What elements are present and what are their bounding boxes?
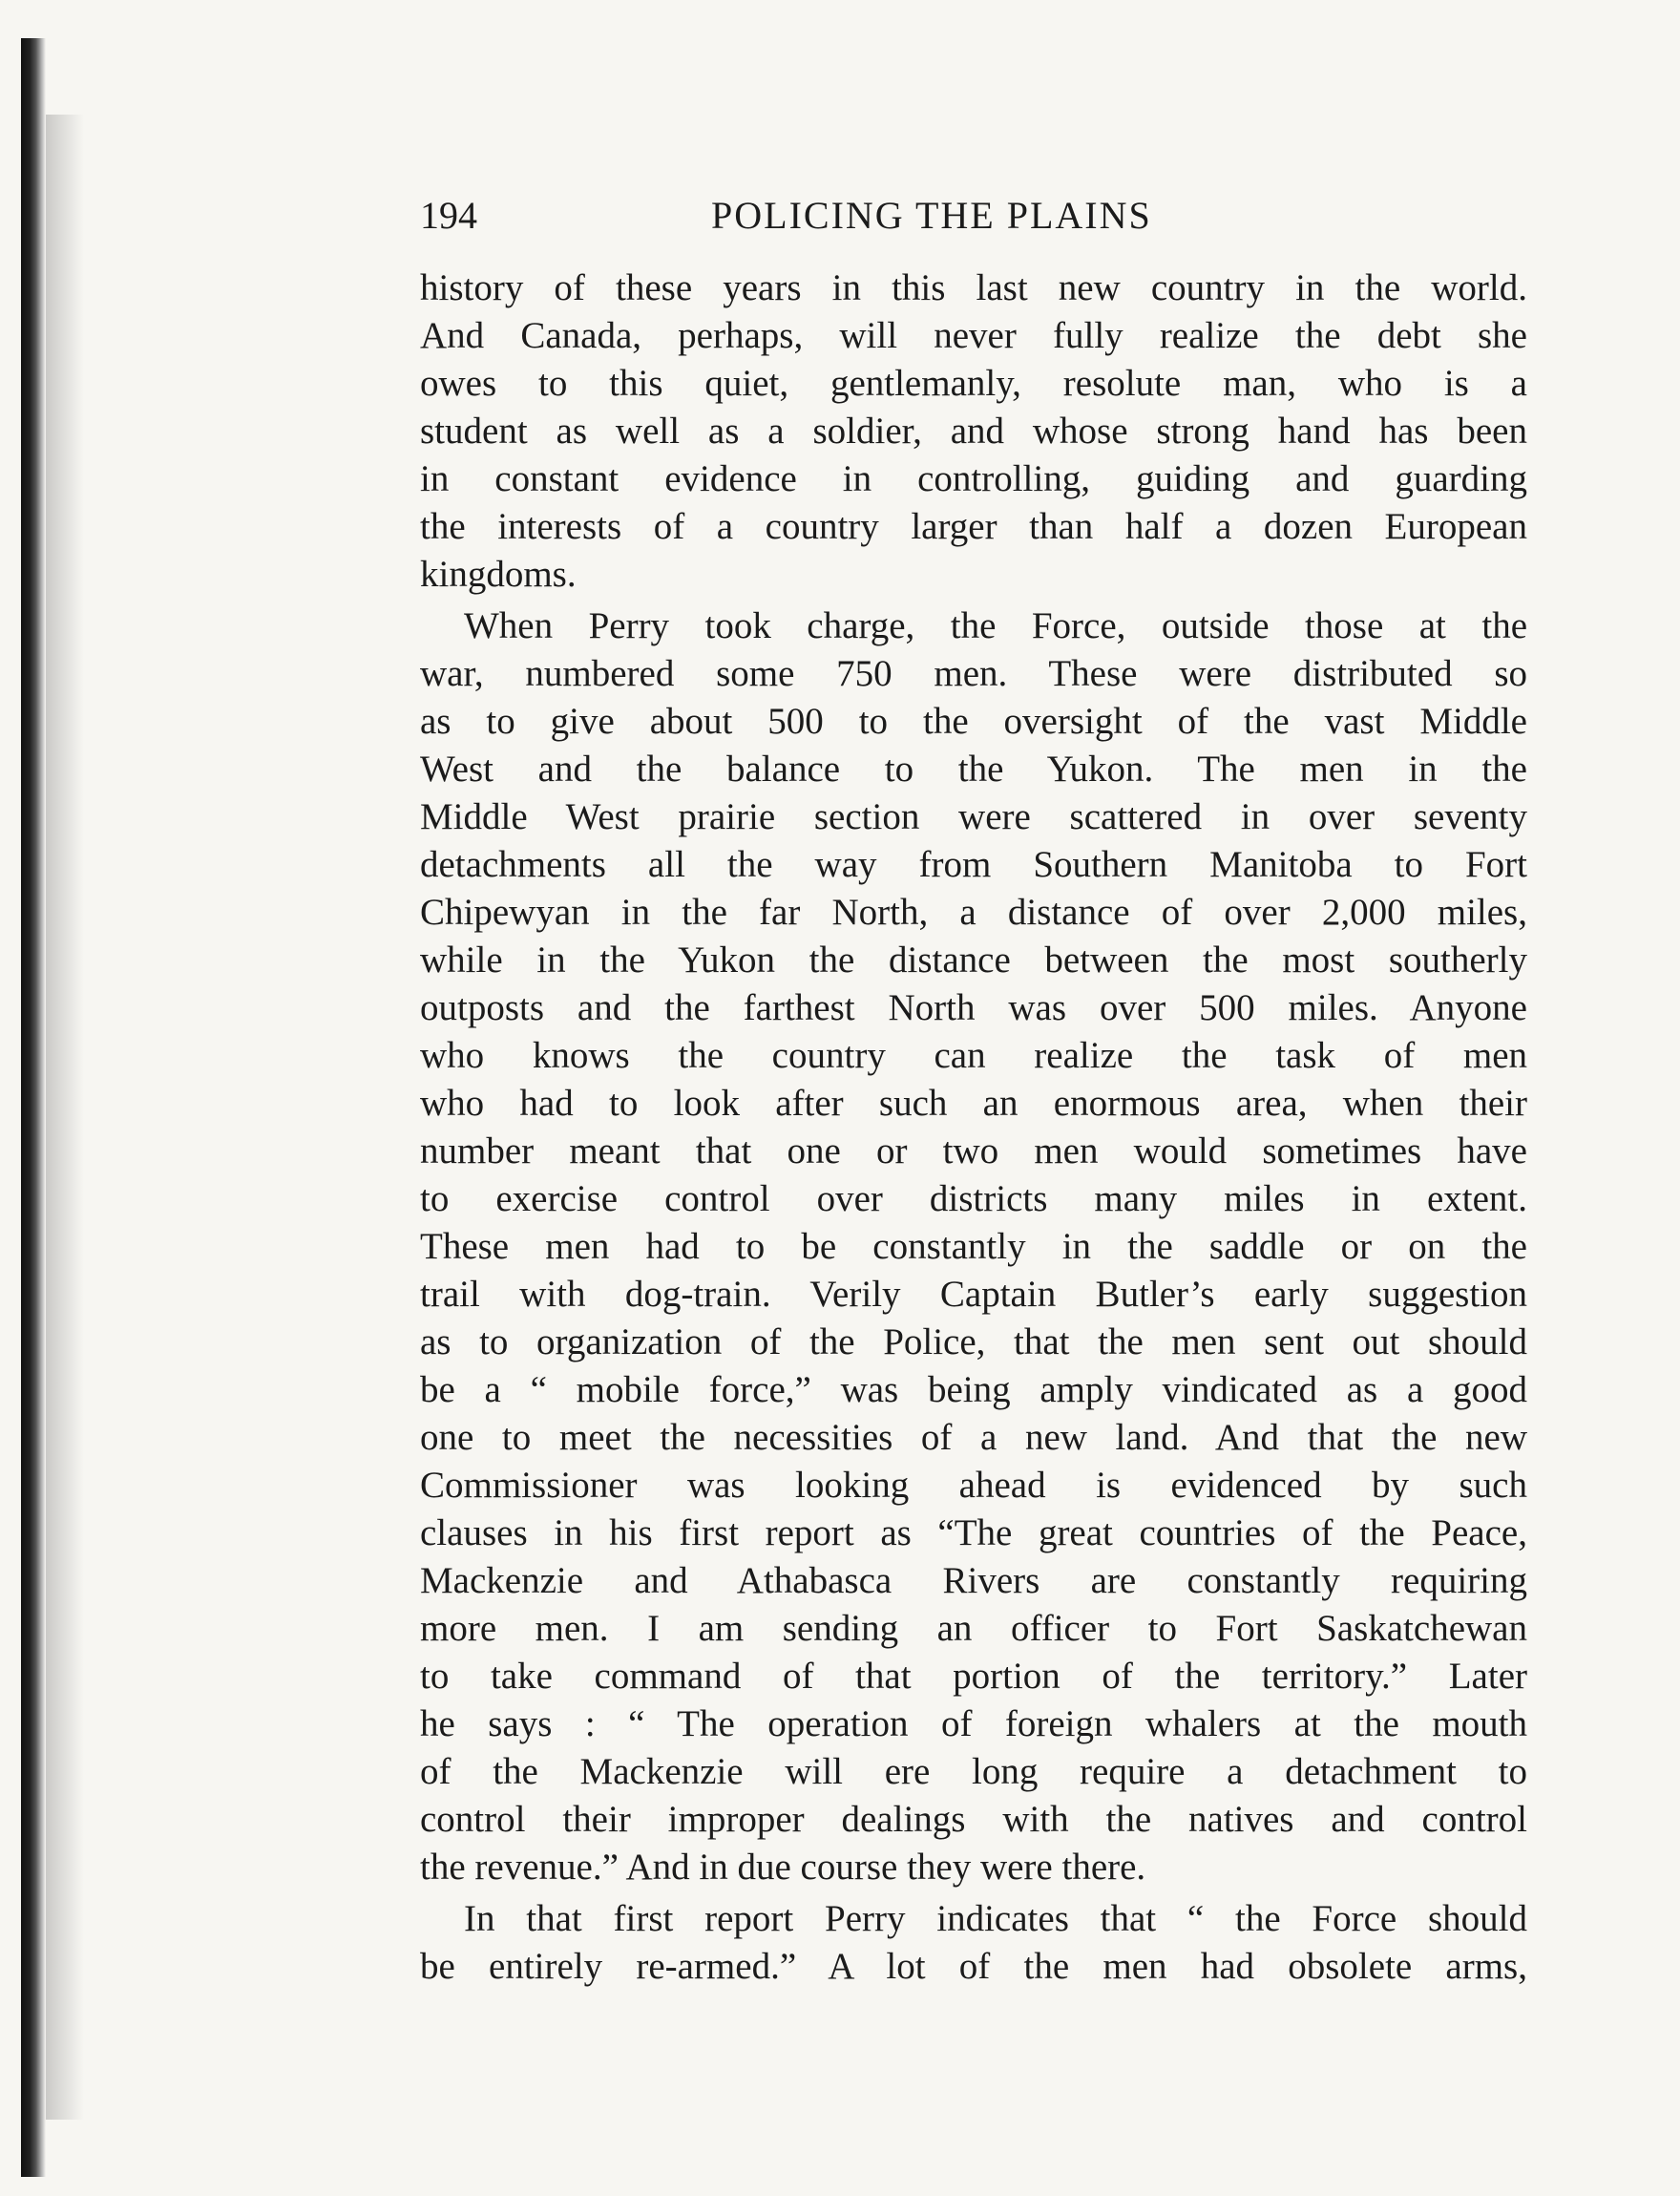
paragraph-2 — [420, 602, 1527, 1891]
text-line: clauses in his first report as “The great countries of the Peace, — [420, 1512, 1527, 1553]
text-line: Chipewyan in the far North, a distance of over 2,000 miles, — [420, 892, 1527, 933]
text-line: in constant evidence in controlling, guiding and guarding — [420, 458, 1527, 499]
text-line: to take command of that portion of the territory.” Later — [420, 1656, 1527, 1697]
text-line: And Canada, perhaps, will never fully realize the debt she — [420, 315, 1527, 356]
book-binding-edge — [21, 38, 46, 2177]
text-line: number meant that one or two men would sometimes have — [420, 1130, 1527, 1172]
running-title: POLICING THE PLAINS — [711, 194, 1152, 237]
text-line: one to meet the necessities of a new land. And that the new — [420, 1417, 1527, 1458]
text-line: Commissioner was looking ahead is evidenced by such — [420, 1465, 1527, 1506]
text-body — [420, 264, 1527, 1991]
text-line: When Perry took charge, the Force, outside those at the — [464, 605, 1527, 646]
text-line: who knows the country can realize the task of men — [420, 1035, 1527, 1076]
page-header — [420, 187, 1241, 244]
text-line: student as well as a soldier, and whose strong hand has been — [420, 411, 1527, 452]
text-line: In that first report Perry indicates that “ the Force should — [464, 1898, 1527, 1939]
page-number: 194 — [420, 194, 477, 237]
text-line: the interests of a country larger than half a dozen European — [420, 506, 1527, 547]
text-line: as to give about 500 to the oversight of the vast Middle — [420, 701, 1527, 742]
text-line: control their improper dealings with the natives and control — [420, 1799, 1527, 1840]
text-line: be entirely re-armed.” A lot of the men had obsolete arms, — [420, 1946, 1527, 1987]
text-line: who had to look after such an enormous area, when their — [420, 1083, 1527, 1124]
paragraph-3 — [420, 1895, 1527, 1991]
text-line: Mackenzie and Athabasca Rivers are constantly requiring — [420, 1560, 1527, 1601]
text-line: be a “ mobile force,” was being amply vindicated as a good — [420, 1369, 1527, 1410]
text-line: of the Mackenzie will ere long require a detachment to — [420, 1751, 1527, 1792]
text-line: war, numbered some 750 men. These were distributed so — [420, 653, 1527, 694]
text-line: history of these years in this last new country in the world. — [420, 267, 1527, 308]
text-line: outposts and the farthest North was over 500 miles. Anyone — [420, 987, 1527, 1028]
text-line: he says : “ The operation of foreign whalers at the mouth — [420, 1703, 1527, 1744]
text-line: more men. I am sending an officer to Fort Saskatchewan — [420, 1608, 1527, 1649]
page-gutter-shadow — [46, 115, 84, 2120]
text-line: These men had to be constantly in the saddle or on the — [420, 1226, 1527, 1267]
text-line: kingdoms. — [420, 554, 577, 595]
text-line: trail with dog-train. Verily Captain Butler’s early suggestion — [420, 1274, 1527, 1315]
text-line: detachments all the way from Southern Manitoba to Fort — [420, 844, 1527, 885]
text-line: as to organization of the Police, that the men sent out should — [420, 1321, 1527, 1362]
text-line: while in the Yukon the distance between the most southerly — [420, 940, 1527, 981]
paragraph-1 — [420, 264, 1527, 599]
text-line: owes to this quiet, gentlemanly, resolute man, who is a — [420, 363, 1527, 404]
text-line: Middle West prairie section were scattered in over seventy — [420, 796, 1527, 837]
text-line: to exercise control over districts many miles in extent. — [420, 1178, 1527, 1219]
text-line: the revenue.” And in due course they were there. — [420, 1847, 1146, 1888]
text-line: West and the balance to the Yukon. The men in the — [420, 749, 1527, 790]
